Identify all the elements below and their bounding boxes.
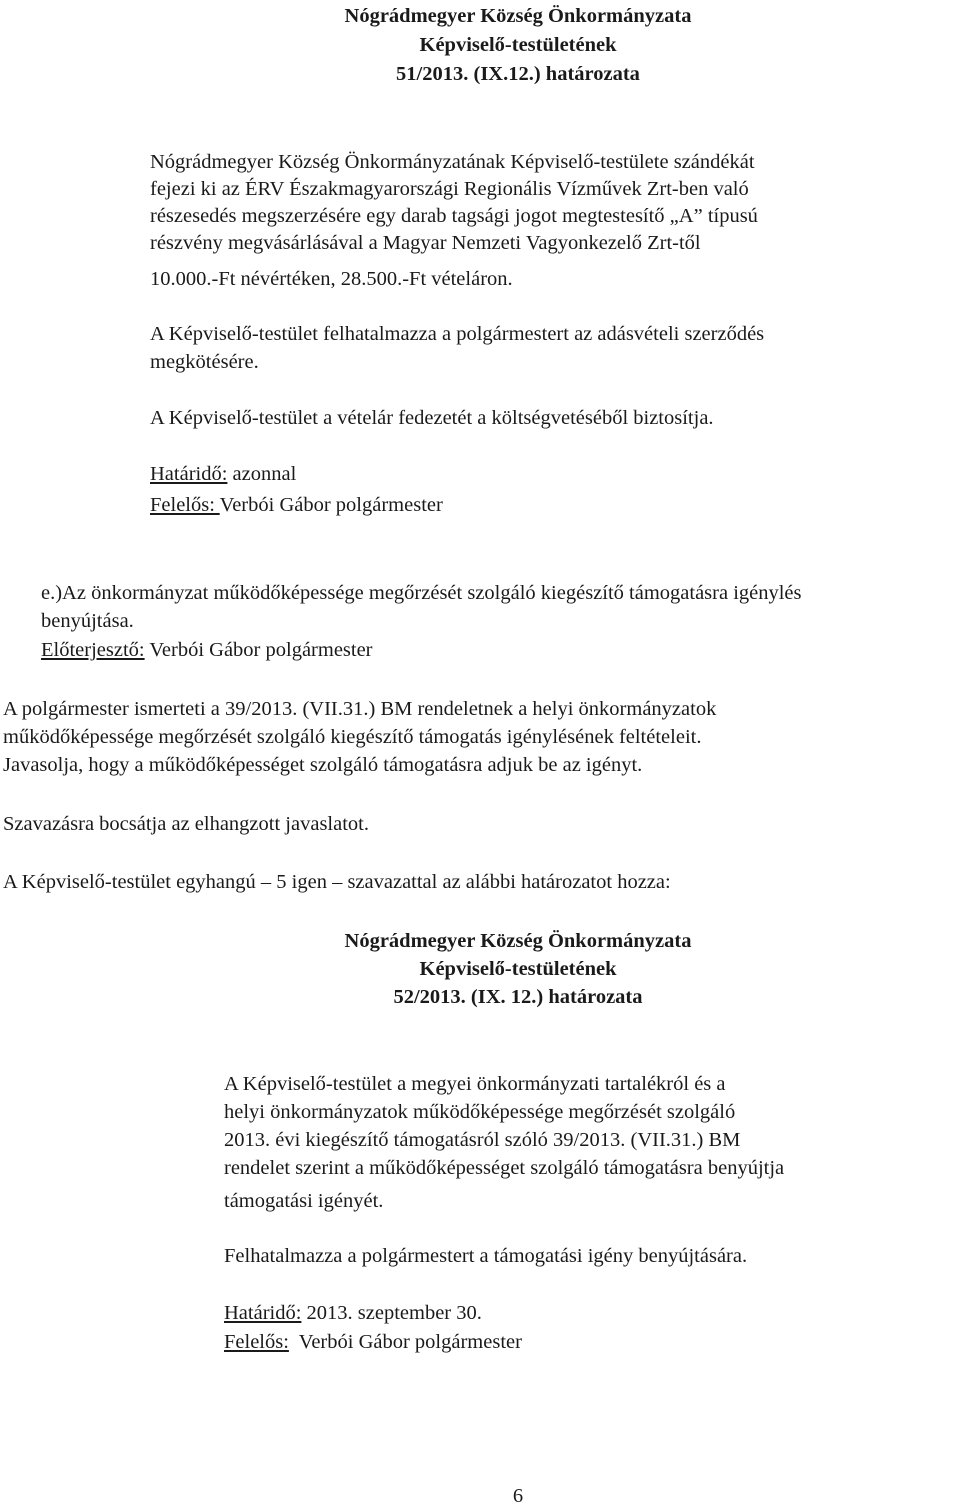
resolution-52-responsible [224, 1329, 522, 1355]
resolution-51-paragraph1-line: fejezi ki az ÉRV Északmagyarországi Regionális Vízművek Zrt-ben való [150, 178, 749, 200]
resolution-52-paragraph1-line: A Képviselő-testület a megyei önkormányzati tartalékról és a [224, 1073, 726, 1095]
item-e-vote-result: A Képviselő-testület egyhangú – 5 igen – szavazattal az alábbi határozatot hozza: [3, 871, 671, 893]
responsible-label: Felelős: [224, 1331, 289, 1353]
item-e-body-line: A polgármester ismerteti a 39/2013. (VII.31.) BM rendeletnek a helyi önkormányzatok [3, 698, 717, 720]
resolution-52-deadline [224, 1300, 482, 1326]
deadline-label: Határidő: [150, 463, 228, 485]
resolution-51-heading-line2: Képviselő-testületének [419, 34, 617, 56]
resolution-52-paragraph1-line: helyi önkormányzatok működőképessége megőrzését szolgáló [224, 1101, 736, 1123]
item-e-title-line1: e.)Az önkormányzat működőképessége megőrzését szolgáló kiegészítő támogatásra igénylés [41, 582, 802, 604]
resolution-51-deadline [150, 461, 296, 487]
resolution-51-paragraph1-line: Nógrádmegyer Község Önkormányzatának Képviselő-testülete szándékát [150, 151, 755, 173]
resolution-51-heading-line3: 51/2013. (IX.12.) határozata [396, 63, 640, 85]
deadline-value: azonnal [227, 463, 297, 485]
resolution-51-paragraph2-line: megkötésére. [150, 351, 259, 373]
resolution-52-paragraph1-line: támogatási igényét. [224, 1190, 384, 1212]
resolution-51-paragraph1-line: 10.000.-Ft névértéken, 28.500.-Ft vételáron. [150, 268, 513, 290]
resolution-52-paragraph2: Felhatalmazza a polgármestert a támogatási igény benyújtására. [224, 1245, 748, 1267]
page-number: 6 [512, 1485, 524, 1507]
resolution-51-paragraph1-line: részvény megvásárlásával a Magyar Nemzeti Vagyonkezelő Zrt-től [150, 232, 701, 254]
deadline-label: Határidő: [224, 1302, 302, 1324]
resolution-52-heading-line2: Képviselő-testületének [419, 958, 617, 980]
resolution-51-paragraph1-line: részesedés megszerzésére egy darab tagsági jogot megtestesítő „A” típusú [150, 205, 758, 227]
resolution-51-responsible [150, 492, 443, 518]
item-e-title-line2: benyújtása. [41, 610, 134, 632]
resolution-52-paragraph1-line: 2013. évi kiegészítő támogatásról szóló 39/2013. (VII.31.) BM [224, 1129, 741, 1151]
presenter-value: Verbói Gábor polgármester [144, 639, 373, 661]
resolution-52-paragraph1-line: rendelet szerint a működőképességet szolgáló támogatásra benyújtja [224, 1157, 785, 1179]
responsible-label: Felelős: [150, 494, 220, 516]
deadline-value: 2013. szeptember 30. [301, 1302, 482, 1324]
item-e-vote-call: Szavazásra bocsátja az elhangzott javaslatot. [3, 813, 369, 835]
item-e-body-line: működőképessége megőrzését szolgáló kiegészítő támogatás igénylésének feltételeit. [3, 726, 702, 748]
resolution-51-heading-line1: Nógrádmegyer Község Önkormányzata [344, 5, 692, 27]
resolution-51-paragraph3: A Képviselő-testület a vételár fedezetét a költségvetéséből biztosítja. [150, 407, 714, 429]
resolution-52-heading-line1: Nógrádmegyer Község Önkormányzata [344, 930, 692, 952]
item-e-presenter [41, 637, 373, 663]
responsible-value: Verbói Gábor polgármester [288, 1331, 522, 1353]
presenter-label: Előterjesztő: [41, 639, 145, 661]
item-e-body-line: Javasolja, hogy a működőképességet szolgáló támogatásra adjuk be az igényt. [3, 754, 643, 776]
responsible-value: Verbói Gábor polgármester [219, 494, 443, 516]
resolution-51-paragraph2-line: A Képviselő-testület felhatalmazza a polgármestert az adásvételi szerződés [150, 323, 765, 345]
resolution-52-heading-line3: 52/2013. (IX. 12.) határozata [393, 986, 643, 1008]
